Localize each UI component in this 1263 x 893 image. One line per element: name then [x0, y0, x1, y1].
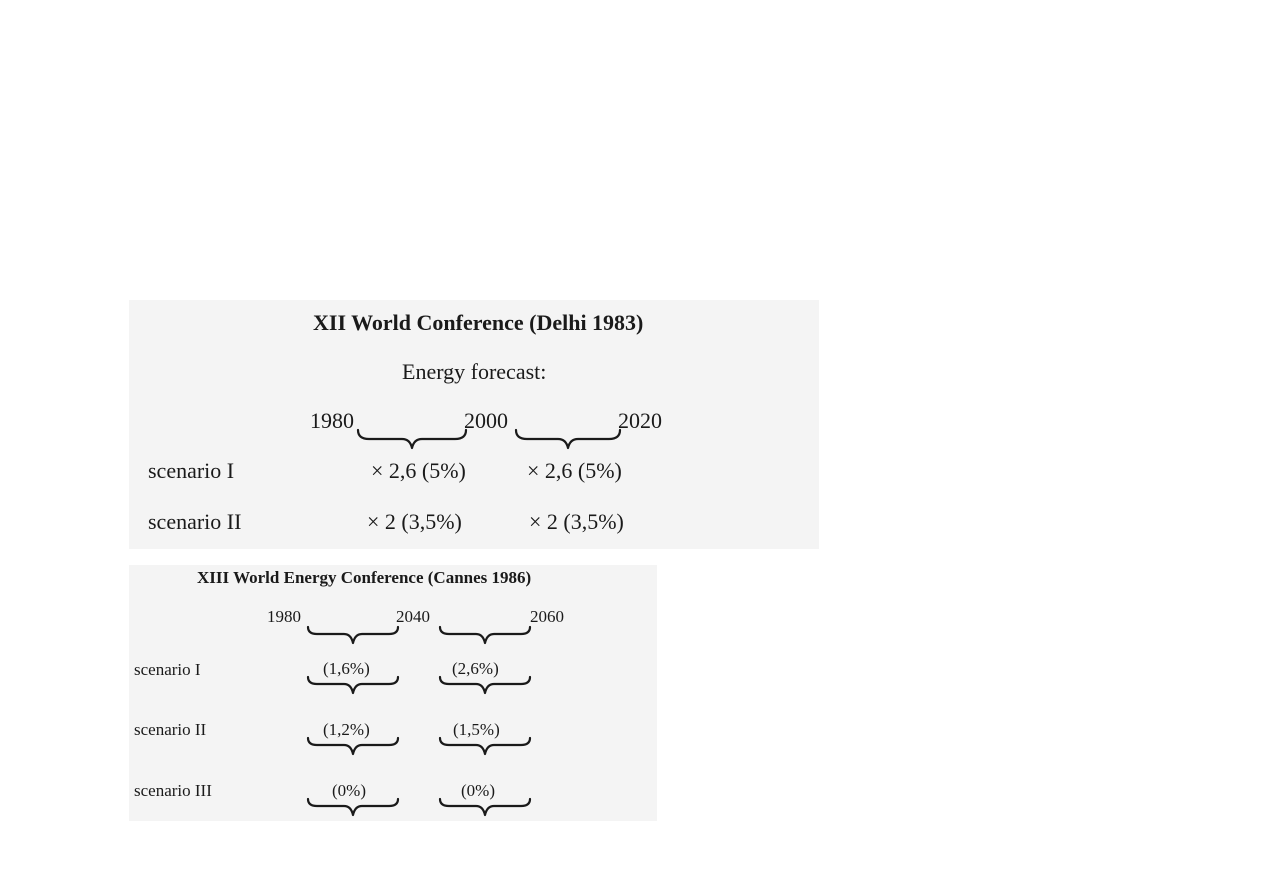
cannes-row-label: scenario II — [134, 720, 207, 739]
delhi-row-value: × 2 (3,5%) — [367, 509, 462, 534]
delhi-row-label: scenario I — [148, 458, 235, 483]
delhi-row-label: scenario II — [148, 509, 242, 534]
cannes-forecast-panel — [129, 565, 657, 821]
delhi-forecast-panel — [129, 300, 819, 549]
delhi-title: XII World Conference (Delhi 1983) — [313, 310, 644, 335]
cannes-row-value: (1,2%) — [323, 720, 370, 739]
cannes-row-label: scenario III — [134, 781, 212, 800]
delhi-year-2000: 2000 — [464, 408, 508, 433]
cannes-brace — [307, 675, 399, 695]
delhi-brace-2000-2020 — [515, 428, 621, 450]
delhi-row-value: × 2 (3,5%) — [529, 509, 624, 534]
cannes-brace-2040-2060 — [439, 625, 531, 645]
delhi-row-value: × 2,6 (5%) — [527, 458, 622, 483]
cannes-brace — [307, 736, 399, 756]
cannes-row-value: (1,5%) — [453, 720, 500, 739]
cannes-title: XIII World Energy Conference (Cannes 1986) — [197, 568, 532, 587]
cannes-row-value: (0%) — [332, 781, 366, 800]
cannes-row-value: (0%) — [461, 781, 495, 800]
cannes-brace — [307, 797, 399, 817]
cannes-year-2040: 2040 — [396, 607, 430, 626]
cannes-row-value: (2,6%) — [452, 659, 499, 678]
delhi-brace-1980-2000 — [357, 428, 467, 450]
cannes-row-value: (1,6%) — [323, 659, 370, 678]
delhi-year-1980: 1980 — [310, 408, 354, 433]
cannes-row-label: scenario I — [134, 660, 201, 679]
cannes-brace-1980-2040 — [307, 625, 399, 645]
delhi-year-2020: 2020 — [618, 408, 662, 433]
cannes-brace — [439, 736, 531, 756]
delhi-subtitle: Energy forecast: — [402, 359, 547, 384]
cannes-brace — [439, 797, 531, 817]
cannes-year-1980: 1980 — [267, 607, 301, 626]
cannes-brace — [439, 675, 531, 695]
cannes-year-2060: 2060 — [530, 607, 564, 626]
delhi-row-value: × 2,6 (5%) — [371, 458, 466, 483]
